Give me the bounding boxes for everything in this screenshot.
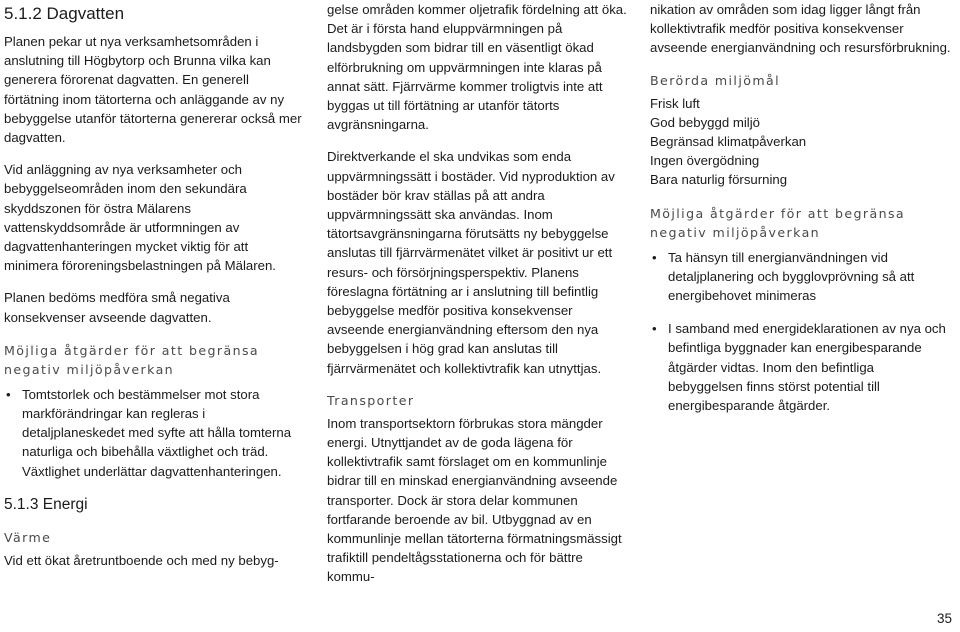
column-right: [650, 0, 952, 429]
section-title-dagvatten: 5.1.2 Dagvatten: [4, 4, 125, 23]
measures-heading: Möjliga åtgärder för att begränsa negativ miljöpåverkan: [4, 342, 260, 377]
goal-item: Bara naturlig försurning: [650, 172, 788, 188]
paragraph-direktverkande-el: Direktverkande el ska undvikas som enda uppvärmningssätt i bostäder. Vid nyproduktion av bostäder bör krav ställas på att andra uppvärmningssätt ska användas. Inom tätortsavgränsningarna förutsätts ny bebyggelse anslutas till fjärrvärmenätet vilket är positivt ur ett resurs- och försörjningsperspektiv. Planens föreslagna förtätning ar i anslutning till befintlig bebyggelse medför positiva konsekvenser avseende energianvändning eftersom den nya bebyggelsen i hög grad kan anslutas till fjärrvärmenätet och kollektivtrafik kan utnyttjas.: [327, 149, 615, 376]
paragraph-dagvatten-konsekvens: Planen bedöms medföra små negativa konsekvenser avseende dagvatten.: [4, 290, 230, 325]
section-title-energi: 5.1.3 Energi: [4, 495, 88, 513]
paragraph-varme-continued: gelse områden kommer oljetrafik fördelning att öka. Det är i första hand eluppvärmningen på landsbygden som bidrar till en väsentligt ökad elförbrukning om uppvärmningen inte klaras på annat sätt. Fjärrvärme kommer troligtvis inte att byggas ut till förtätning ar utanför tätorts avgränsningarna.: [327, 2, 627, 133]
bullet-icon: •: [6, 386, 11, 402]
paragraph-transporter: Inom transportsektorn förbrukas stora mängder energi. Utnyttjandet av de goda lägena för kollektivtrafik samt förslaget om en kommunlinje bidrar till en minskad energianvändning avseende transporter. Dock är stora delar kommunen fortfarande beroende av bil. Utbyggnad av en kommunlinje mellan tätorterna förmatningsmässigt trafiktill pendeltågsstationerna och för bättre kommu-: [327, 415, 622, 585]
list-item-text: Ta hänsyn till energianvändningen vid detaljplanering och bygglovprövning så att energibehovet minimeras: [668, 249, 915, 304]
bullet-icon: •: [652, 249, 657, 265]
list-item-text: Tomtstorlek och bestämmelser mot stora markförändringar kan regleras i detaljplaneskedet med syfte att hålla tomterna naturliga och bibehålla växtlighet och träd. Växtlighet underlättar dagvattenhanteringen.: [22, 386, 292, 479]
page-number: 35: [936, 611, 952, 626]
sub-heading-varme: Värme: [4, 529, 52, 545]
list-item: [650, 319, 952, 415]
goal-item: Ingen övergödning: [650, 153, 760, 169]
measures-list: [4, 385, 302, 481]
paragraph-dagvatten-skyddszon: Vid anläggning av nya verksamheter och bebyggelseområden inom den sekundära skyddszonen för östra Mälarens vattenskyddsområde är utformningen av dagvattenhanteringen mycket viktig för att minimera föroreningsbelastningen på Mälaren.: [4, 162, 276, 274]
sub-heading-transporter: Transporter: [327, 392, 415, 408]
paragraph-kommunikation: nikation av områden som idag ligger långt från kollektivtrafik medför positiva konsekvenser avseende energianvändning och resursförbrukning.: [650, 2, 951, 56]
list-item-text: I samband med energideklarationen av nya och befintliga byggnader kan energibesparande åtgärder vidtas. Inom den befintliga bebyggelsen finns störst potential till energibesparande åtgärder.: [668, 321, 946, 414]
goal-item: God bebyggd miljö: [650, 114, 760, 130]
measures-heading: Möjliga åtgärder för att begränsa negativ miljöpåverkan: [650, 205, 906, 240]
list-item: [650, 248, 952, 306]
paragraph-varme-start: Vid ett ökat åretruntboende och med ny bebyg-: [4, 552, 279, 568]
list-item: [4, 385, 302, 481]
measures-list: [650, 248, 952, 416]
goals-list: [650, 94, 952, 190]
goal-item: Frisk luft: [650, 95, 700, 111]
bullet-icon: •: [652, 321, 657, 337]
goal-item: Begränsad klimatpåverkan: [650, 134, 807, 150]
goals-heading: Berörda miljömål: [650, 72, 781, 88]
paragraph-dagvatten-intro: Planen pekar ut nya verksamhetsområden i anslutning till Högbytorp och Brunna vilka kan generera förorenat dagvatten. En generell förtätning inom tätorterna och anläggande av ny bebyggelse utanför tätorterna genererar också mer dagvatten.: [4, 34, 302, 146]
column-left: [4, 0, 302, 583]
column-middle: [327, 0, 627, 600]
